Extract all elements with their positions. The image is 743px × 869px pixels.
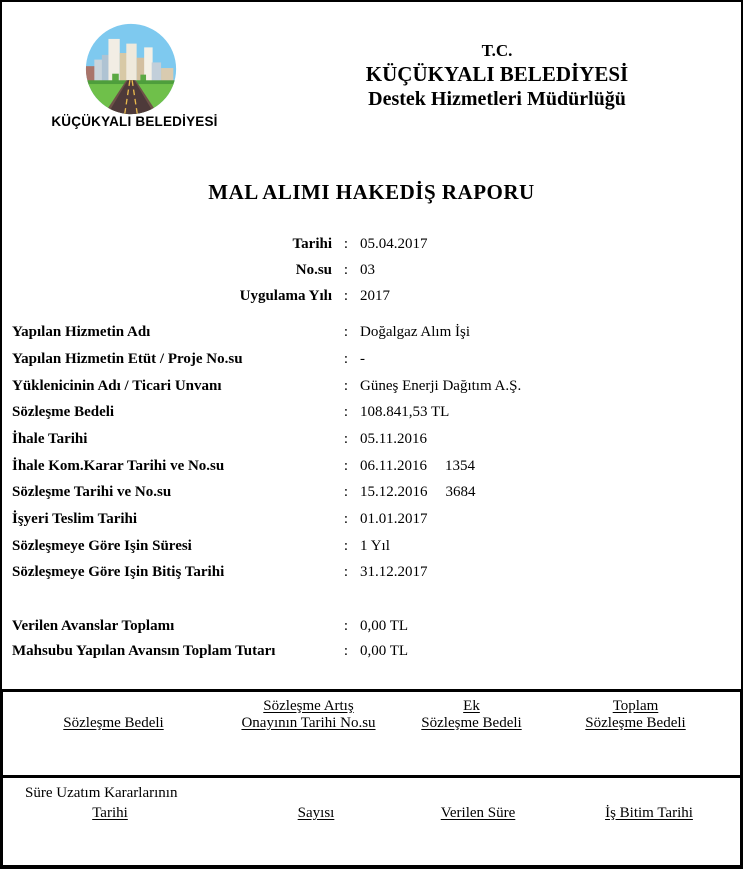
colon-separator: : — [343, 404, 349, 420]
column-header: Sayısı — [297, 805, 335, 821]
detail-row — [2, 429, 741, 449]
detail-row — [2, 349, 741, 369]
field-label: Mahsubu Yapılan Avansın Toplam Tutarı — [12, 643, 276, 659]
contract-col-toplam-bedel — [553, 698, 718, 732]
colon-separator: : — [343, 484, 349, 500]
column-header: Sözleşme Bedeli — [63, 715, 164, 731]
report-info-row — [2, 234, 741, 254]
field-value: 2017 — [360, 288, 390, 304]
field-label: Sözleşmeye Göre Işin Bitiş Tarihi — [12, 564, 225, 580]
field-value: 03 — [360, 262, 375, 278]
detail-row — [2, 482, 741, 502]
colon-separator: : — [343, 262, 349, 278]
detail-row — [2, 536, 741, 556]
colon-separator: : — [343, 538, 349, 554]
extension-col-sayisi — [256, 805, 376, 822]
field-value: 0,00 TL — [360, 618, 409, 634]
field-label: Sözleşme Bedeli — [12, 404, 115, 420]
colon-separator: : — [343, 643, 349, 659]
column-header-line1: Sözleşme Artış — [263, 698, 354, 714]
extension-col-tarihi — [50, 805, 170, 822]
detail-row — [2, 562, 741, 582]
advance-row — [2, 616, 741, 636]
field-label: İhale Kom.Karar Tarihi ve No.su — [12, 458, 225, 474]
colon-separator: : — [343, 351, 349, 367]
column-header-line1: Ek — [463, 698, 480, 714]
field-label: İşyeri Teslim Tarihi — [12, 511, 138, 527]
report-title: MAL ALIMI HAKEDİŞ RAPORU — [208, 180, 535, 204]
detail-row — [2, 322, 741, 342]
contract-amount-table — [3, 692, 740, 775]
letterhead — [312, 40, 682, 112]
column-header: İş Bitim Tarihi — [605, 805, 693, 821]
field-value: 108.841,53 TL — [360, 404, 450, 420]
field-label: Verilen Avanslar Toplamı — [12, 618, 175, 634]
field-label: Tarihi — [292, 236, 332, 252]
contract-col-ek-bedel — [399, 698, 544, 732]
field-value: 05.11.2016 — [360, 431, 427, 447]
colon-separator: : — [343, 236, 349, 252]
letterhead-line1: T.C. — [481, 41, 513, 60]
field-value: 1 Yıl — [360, 538, 390, 554]
field-value: 15.12.2016 — [360, 484, 428, 500]
colon-separator: : — [343, 431, 349, 447]
contract-col-sozlesme-bedeli — [31, 698, 196, 732]
field-value: Güneş Enerji Dağıtım A.Ş. — [360, 378, 522, 394]
field-value: Doğalgaz Alım İşi — [360, 324, 470, 340]
extension-col-verilen-sure — [408, 805, 548, 822]
time-extension-table — [3, 775, 740, 865]
colon-separator: : — [343, 458, 349, 474]
colon-separator: : — [343, 324, 349, 340]
municipality-logo-icon — [84, 22, 178, 116]
field-label: Sözleşme Tarihi ve No.su — [12, 484, 172, 500]
detail-row — [2, 402, 741, 422]
column-header-line2: Onayının Tarihi No.su — [241, 715, 376, 731]
field-label: Yapılan Hizmetin Etüt / Proje No.su — [12, 351, 243, 367]
colon-separator: : — [343, 564, 349, 580]
colon-separator: : — [343, 288, 349, 304]
column-header-line2: Sözleşme Bedeli — [421, 715, 522, 731]
field-value: - — [360, 351, 365, 367]
column-header: Tarihi — [92, 805, 128, 821]
extension-col-is-bitim-tarihi — [569, 805, 729, 822]
field-label: Sözleşmeye Göre Işin Süresi — [12, 538, 192, 554]
field-label: No.su — [295, 262, 332, 278]
colon-separator: : — [343, 378, 349, 394]
field-value: 06.11.2016 — [360, 458, 427, 474]
field-label: İhale Tarihi — [12, 431, 88, 447]
column-header-line2: Sözleşme Bedeli — [585, 715, 686, 731]
colon-separator: : — [343, 511, 349, 527]
detail-row — [2, 376, 741, 396]
column-header: Verilen Süre — [440, 805, 516, 821]
field-value: 01.01.2017 — [360, 511, 428, 527]
field-label: Yapılan Hizmetin Adı — [12, 324, 151, 340]
field-value-secondary: 3684 — [445, 484, 476, 500]
field-label: Uygulama Yılı — [239, 288, 332, 304]
detail-row — [2, 509, 741, 529]
detail-row — [2, 456, 741, 476]
letterhead-line3: Destek Hizmetleri Müdürlüğü — [368, 88, 626, 110]
field-label: Yüklenicinin Adı / Ticari Unvanı — [12, 378, 222, 394]
advance-row — [2, 641, 741, 661]
report-info-row — [2, 286, 741, 306]
field-value: 0,00 TL — [360, 643, 409, 659]
field-value-secondary: 1354 — [444, 458, 475, 474]
logo-caption: KÜÇÜKYALI BELEDİYESİ — [51, 114, 218, 129]
field-value: 31.12.2017 — [360, 564, 428, 580]
bottom-tables-frame — [0, 689, 743, 869]
extension-table-caption: Süre Uzatım Kararlarının — [25, 785, 178, 801]
colon-separator: : — [343, 618, 349, 634]
letterhead-line2: KÜÇÜKYALI BELEDİYESİ — [365, 62, 629, 86]
report-info-row — [2, 260, 741, 280]
field-value: 05.04.2017 — [360, 236, 428, 252]
column-header-line1: Toplam — [612, 698, 659, 714]
contract-col-artis-onayi — [216, 698, 401, 732]
